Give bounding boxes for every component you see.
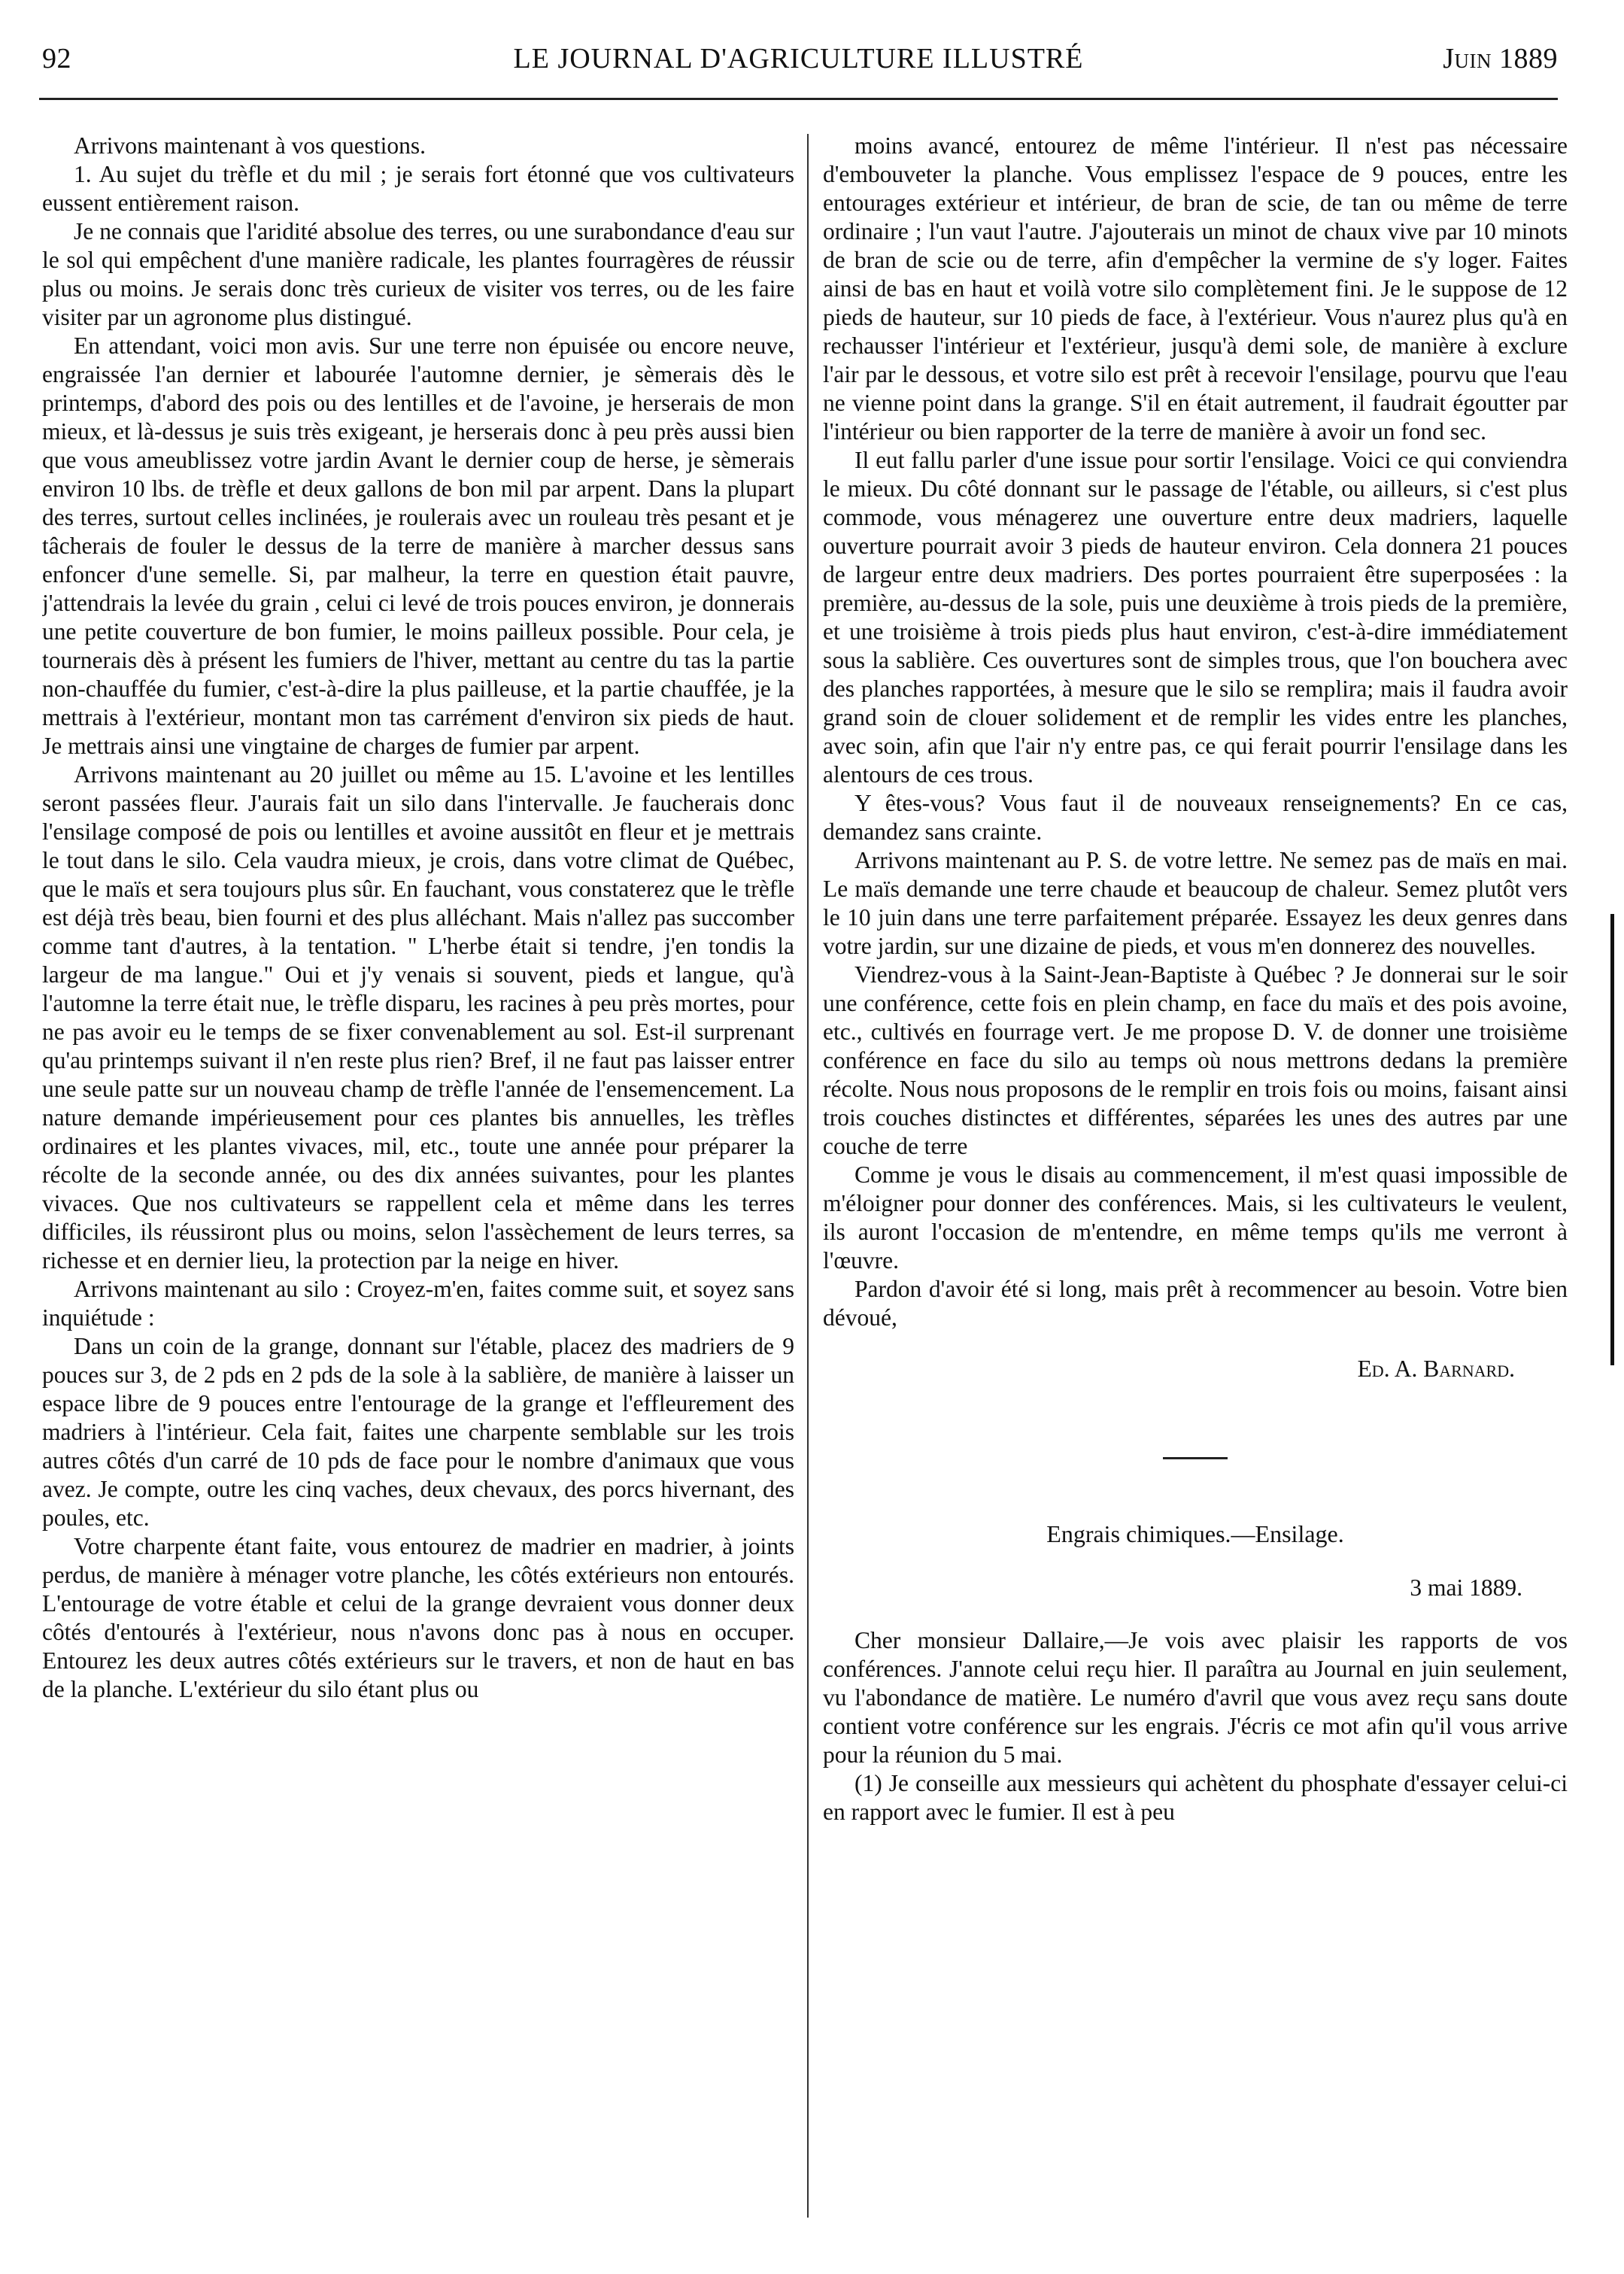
paragraph: Pardon d'avoir été si long, mais prêt à recommencer au besoin. Votre bien dévoué,: [823, 1276, 1568, 1331]
page-header: [39, 39, 1558, 77]
paragraph: Y êtes-vous? Vous faut il de nouveaux renseignements? En ce cas, demandez sans crainte.: [823, 790, 1568, 845]
paragraph: Comme je vous le disais au commencement, il m'est quasi impossible de m'éloigner pour donner des conférences. Mais, si les cultivateurs le veulent, ils auront l'occasion de m'entendre, en même temps qu'ils me verront à l'œuvre.: [823, 1161, 1568, 1274]
right-column: [823, 132, 1568, 2230]
margin-mark: [1610, 914, 1614, 1365]
page-number: 92: [42, 43, 71, 74]
paragraph: Arrivons maintenant au P. S. de votre lettre. Ne semez pas de maïs en mai. Le maïs demande une terre chaude et beaucoup de chaleur. Semez plutôt vers le 10 juin dans une terre parfaitement préparée. Essayez les deux genres dans votre jardin, sur une dizaine de pieds, et vous m'en donnerez des nouvelles.: [823, 847, 1568, 959]
paragraph: Viendrez-vous à la Saint-Jean-Baptiste à Québec ? Je donnerai sur le soir une conférence, cette fois en plein champ, en face du maïs et des pois avoine, etc., cultivés en fourrage vert. Je me propose D. V. de donner une troisième conférence en face du silo au temps où nous mettrons dedans la première récolte. Nous nous proposons de le remplir en trois fois ou moins, faisant ainsi trois couches distinctes et différentes, séparées les unes des autres par une couche de terre: [823, 961, 1568, 1159]
header-rule: [39, 98, 1558, 100]
paragraph: 1. Au sujet du trèfle et du mil ; je serais fort étonné que vos cultivateurs eussent entièrement raison.: [42, 161, 794, 216]
paragraph: Il eut fallu parler d'une issue pour sortir l'ensilage. Voici ce qui conviendra le mieux. Du côté donnant sur le passage de l'étable, ou ailleurs, si c'est plus commode, vous ménagerez une ouverture entre deux madriers, laquelle ouverture pourrait avoir 3 pieds de hauteur environ. Cela donnera 21 pouces de largeur entre deux madriers. Des portes pourraient être superposées : la première, au-dessus de la sole, puis une deuxième à trois pieds de la première, et une troisième à trois pieds plus haut environ, c'est-à-dire immédiatement sous la sablière. Ces ouvertures sont de simples trous, que l'on bouchera avec des planches rapportées, à mesure que le silo se remplira; mais il faudra avoir grand soin de clouer solidement et de remplir les vides entre les planches, avec soin, afin que l'air n'y entre pas, ce qui ferait pourrir l'ensilage dans les alentours de ces trous.: [823, 447, 1568, 788]
paragraph: (1) Je conseille aux messieurs qui achètent du phosphate d'essayer celui-ci en rapport avec le fumier. Il est à peu: [823, 1770, 1568, 1825]
issue-date: Juin 1889: [1443, 43, 1558, 74]
paragraph: Je ne connais que l'aridité absolue des terres, ou une surabondance d'eau sur le sol qui empêchent d'une manière radicale, les plantes fourragères de réussir plus ou moins. Je serais donc très curieux de visiter vos terres, ou de les faire visiter par un agronome plus distingué.: [42, 218, 794, 330]
paragraph: Cher monsieur Dallaire,—Je vois avec plaisir les rapports de vos conférences. J'annote celui reçu hier. Il paraîtra au Journal en juin seulement, vu l'abondance de matière. Le numéro d'avril que vous avez reçu sans doute contient votre conférence sur les engrais. J'écris ce mot afin qu'il vous arrive pour la réunion du 5 mai.: [823, 1627, 1568, 1768]
section-separator: [1163, 1457, 1228, 1459]
paragraph: Arrivons maintenant au 20 juillet ou même au 15. L'avoine et les lentilles seront passées fleur. J'aurais fait un silo dans l'intervalle. Je faucherais donc l'ensilage composé de pois ou lentilles et avoine aussitôt en fleur et je mettrais le tout dans le silo. Cela vaudra mieux, je crois, dans votre climat de Québec, que le maïs et sera toujours plus sûr. En fauchant, vous constaterez que le trèfle est déjà très beau, bien fourni et des plus alléchant. Mais n'allez pas succomber comme tant d'autres, à la tentation. " L'herbe était si tendre, j'en tondis la largeur de ma langue." Oui et j'y venais si souvent, pieds et langue, qu'à l'automne la terre était nue, le trèfle disparu, les racines à peu près mortes, pour ne pas avoir eu le temps de se fixer convenablement au sol. Est-il surprenant qu'au printemps suivant il n'en reste plus rien? Bref, il ne faut pas laisser entrer une seule patte sur un nouveau champ de trèfle l'année de l'ensemencement. La nature demande impérieusement pour ces plantes bis annuelles, les trèfles ordinaires et les plantes vivaces, mil, etc., toute une année pour préparer la récolte de la seconde année, ou des dix années suivantes, pour les plantes vivaces. Que nos cultivateurs se rappellent cela et même dans les terres difficiles, ils réussiront plus ou moins, selon l'assèchement de leurs terres, sa richesse et en dernier lieu, la protection par la neige en hiver.: [42, 761, 794, 1274]
paragraph: Dans un coin de la grange, donnant sur l'étable, placez des madriers de 9 pouces sur 3, de 2 pds en 2 pds de la sole à la sablière, de manière à laisser un espace libre de 9 pouces entre l'entourage de la grange et l'effleurement des madriers à l'intérieur. Cela fait, faites une charpente semblable sur les trois autres côtés d'un carré de 10 pds de face pour le nombre d'animaux que vous avez. Je compte, outre les cinq vaches, deux chevaux, des porcs hivernant, des poules, etc.: [42, 1333, 794, 1531]
paragraph: En attendant, voici mon avis. Sur une terre non épuisée ou encore neuve, engraissée l'an dernier et labourée l'automne dernier, je sèmerais dès le printemps, d'abord des pois ou des lentilles et de l'avoine, je herserais de mon mieux, et là-dessus je suis très exigeant, je herserais donc à peu près aussi bien que vous ameublissez votre jardin Avant le dernier coup de herse, je sèmerais environ 10 lbs. de trèfle et deux gallons de bon mil par arpent. Dans la plupart des terres, surtout celles inclinées, je roulerais avec un rouleau très pesant et je tâcherais de fouler le dessus de la terre de manière à marcher dessus sans enfoncer d'une semelle. Si, par malheur, la terre en question était pauvre, j'attendrais la levée du grain , celui ci levé de trois pouces environ, je donnerais une petite couverture de bon fumier, le moins pailleux possible. Pour cela, je tournerais dès à présent les fumiers de l'hiver, mettant au centre du tas la partie non-chauffée du fumier, c'est-à-dire la plus pailleuse, et la partie chauffée, je la mettrais à l'extérieur, montant mon tas carrément d'environ six pieds de haut. Je mettrais ainsi une vingtaine de charges de fumier par arpent.: [42, 332, 794, 759]
column-divider: [807, 134, 809, 2218]
paragraph: moins avancé, entourez de même l'intérieur. Il n'est pas nécessaire d'embouveter la planche. Vous emplissez l'espace de 9 pouces, entre les entourages extérieur et intérieur, de bran de scie, de tan ou même de terre ordinaire ; l'un vaut l'autre. J'ajouterais un minot de chaux vive par 10 minots de bran de scie ou de terre, afin d'empêcher la vermine de s'y loger. Faites ainsi de bas en haut et voilà votre silo complètement fini. Je le suppose de 12 pieds de hauteur, sur 10 pieds de face, à l'extérieur. Vous n'aurez plus qu'à en rechausser l'intérieur et l'extérieur, jusqu'à demi sole, de manière à exclure l'air par le dessous, et votre silo est prêt à recevoir l'ensilage, pourvu que l'eau ne vienne point dans la grange. S'il en était autrement, il faudrait égoutter par l'intérieur ou bien rapporter de la terre de manière à avoir un fond sec.: [823, 132, 1568, 445]
paragraph: Votre charpente étant faite, vous entourez de madrier en madrier, à joints perdus, de manière à ménager votre planche, les côtés extérieurs non entourés. L'entourage de votre étable et celui de la grange devraient vous donner deux côtés d'entourés à l'extérieur, nous n'avons donc pas à nous en occuper. Entourez les deux autres côtés extérieurs sur le travers, et non de haut en bas de la planche. L'extérieur du silo étant plus ou: [42, 1533, 794, 1702]
left-column: [42, 132, 794, 2230]
journal-title: LE JOURNAL D'AGRICULTURE ILLUSTRÉ: [513, 43, 1084, 74]
paragraph: Arrivons maintenant à vos questions.: [74, 132, 426, 159]
paragraph: Arrivons maintenant au silo : Croyez-m'en, faites comme suit, et soyez sans inquiétude :: [42, 1276, 794, 1331]
section-date: 3 mai 1889.: [1410, 1574, 1522, 1601]
section-title: Engrais chimiques.—Ensilage.: [1046, 1520, 1344, 1547]
signature: Ed. A. Barnard.: [1357, 1356, 1515, 1382]
